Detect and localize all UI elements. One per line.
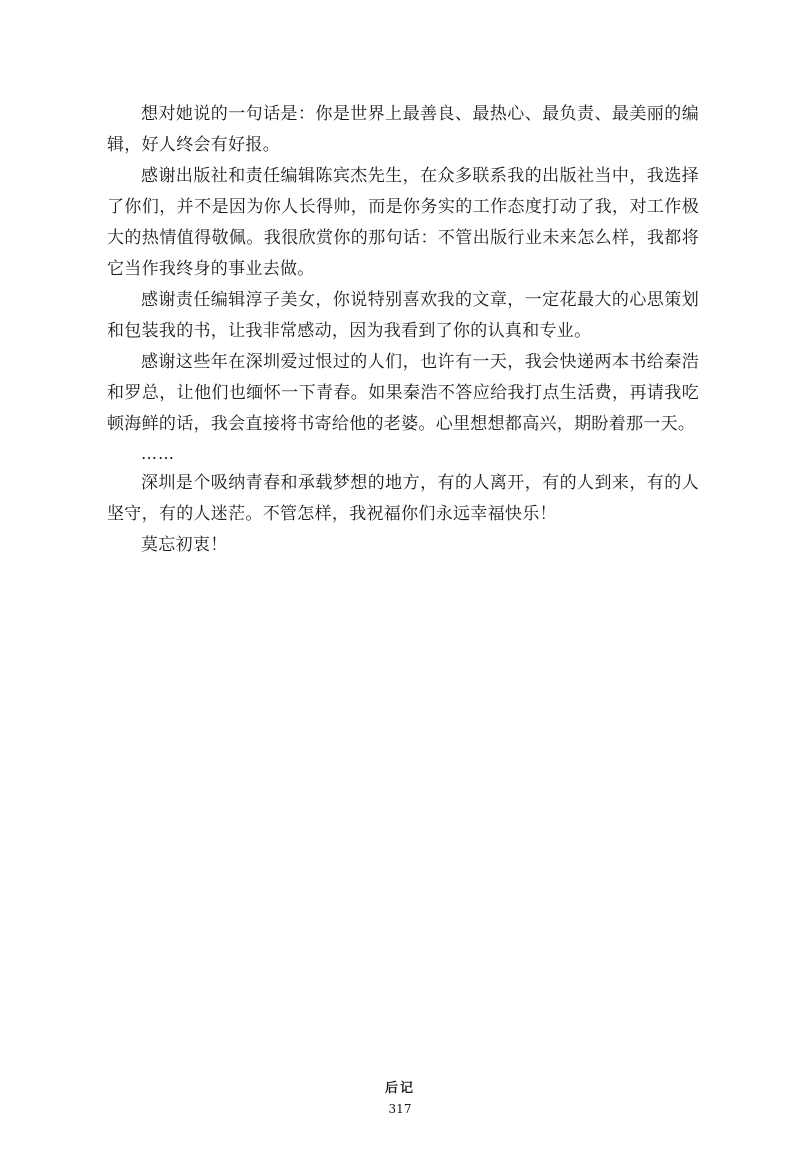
paragraph-closing: 莫忘初衷！ xyxy=(141,535,228,555)
page-number: 317 xyxy=(388,1102,412,1116)
paragraph-thanks-editor: 感谢责任编辑淳子美女，你说特别喜欢我的文章，一定花最大的心思策划和包装我的书，让我非常感动，因为我看到了你的认真和专业。 xyxy=(107,290,699,341)
paragraph-shenzhen-blessing: 深圳是个吸纳青春和承载梦想的地方，有的人离开，有的人到来，有的人坚守，有的人迷茫。不管怎样，我祝福你们永远幸福快乐！ xyxy=(107,473,699,524)
paragraph-thanks-publisher: 感谢出版社和责任编辑陈宾杰先生，在众多联系我的出版社当中，我选择了你们，并不是因为你人长得帅，而是你务实的工作态度打动了我，对工作极大的热情值得敬佩。我很欣赏你的那句话：不管出版行业未来怎么样，我都将它当作我终身的事业去做。 xyxy=(107,166,699,279)
body-text xyxy=(107,99,699,561)
paragraph-thanks-shenzhen: 感谢这些年在深圳爱过恨过的人们，也许有一天，我会快递两本书给秦浩和罗总，让他们也缅怀一下青春。如果秦浩不答应给我打点生活费，再请我吃顿海鲜的话，我会直接将书寄给他的老婆。心里想想都高兴，期盼着那一天。 xyxy=(107,352,699,434)
ellipsis: …… xyxy=(141,444,175,463)
paragraph-wish: 想对她说的一句话是：你是世界上最善良、最热心、最负责、最美丽的编辑，好人终会有好报。 xyxy=(107,104,699,155)
running-title: 后记 xyxy=(384,1081,415,1096)
